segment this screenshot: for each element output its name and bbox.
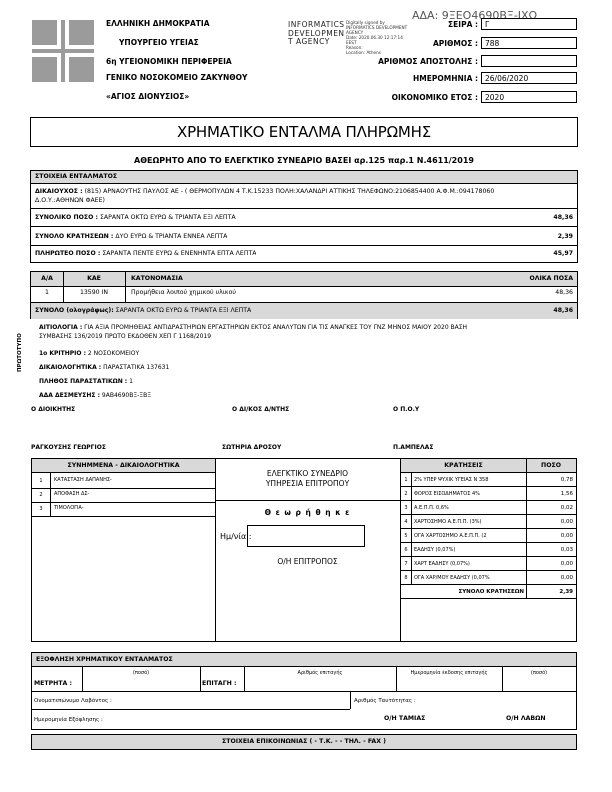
sign-name2: ΣΩΤΗΡΙΑ ΔΡΟΣΟΥ [222,444,282,451]
hmnia-ekdosis-label: Ημερομηνία έκδοσης επιταγής [410,670,488,676]
synimmena-text: ΤΙΜΟΛΟΓΙΑ- [54,505,84,511]
divider [401,584,576,585]
krathsi-n: 7 [404,561,408,567]
krathsi-n: 1 [404,477,408,483]
krathsi-value: 0,00 [560,533,573,539]
divider [125,272,126,302]
krathsi-name: ΧΑΡΤΟΣΗΜΟ Α.Ε.Π.Π. (3%) [414,519,482,525]
krathsi-name: ΟΓΑ ΧΑΡΤΟΣΗΜΟ Α.Ε.Π.Π. (2 [414,533,487,539]
ada-desmeusis-row [39,392,151,399]
stamp-fine-1: INFORMATICS DEVELOPMENT [346,25,408,30]
attachments-block [31,458,577,642]
stamp-fine-5: Reason: [346,45,363,50]
elegktiko-line2: ΥΠΗΡΕΣΙΑ ΕΠΙΤΡΟΠΟΥ [265,479,350,488]
stamp-fine-3: Date: 2020.06.30 12:17:14 [346,35,403,40]
divider [31,245,577,246]
krathseis-value: 2,39 [557,233,573,240]
divider [32,709,350,710]
epitagi-label: ΕΠΙΤΑΓΗ : [202,680,237,687]
krathsi-name: ΧΑΡΤ ΕΑΔΗΣΥ (0,07%) [414,561,470,567]
synimmena-n: 1 [39,478,43,484]
header-line2: ΥΠΟΥΡΓΕΙΟ ΥΓΕΙΑΣ [119,38,199,47]
hmnia-field[interactable] [247,525,365,547]
year-value: 2020 [481,91,577,103]
dikaiologitika-value: ΠΑΡΑΣΤΑΤΙΚΑ 137631 [103,364,170,371]
aitiologia-text2: ΣΥΜΒΑΣΗΣ 136/2019 ΠΡΩΤΟ ΕΚΔΟΘΕΝ ΧΕΠ Γ 1168/2019 [39,333,212,340]
items-header-aa: Α/Α [41,275,53,282]
synoliko-words: ΣΑΡΑΝΤΑ ΟΚΤΩ ΕΥΡΩ & ΤΡΙΑΝΤΑ ΕΞΙ ΛΕΠΤΑ [99,214,236,221]
divider [401,514,576,515]
dikaiologitika-row [39,364,169,371]
krathsi-value: 0,00 [560,575,573,581]
epitropos: Ο/Η ΕΠΙΤΡΟΠΟΣ [277,557,338,566]
divider [401,528,576,529]
dikaiouxos-text: (815) ΑΡΝΑΟΥΤΗΣ ΠΑΥΛΟΣ ΑΕ - ( ΘΕΡΜΟΠΥΛΩΝ 4 Τ.Κ.15233 ΠΟΛΗ:ΧΑΛΑΝΔΡΙ ΑΤΤΙΚΗΣ ΤΗΛΕΦΩΝΟ:2106854400 Α.Φ.Μ.:094178060 [84,188,495,195]
plithos-label: ΠΛΗΘΟΣ ΠΑΡΑΣΤΑΤΙΚΩΝ : [39,378,128,385]
krathsi-n: 4 [404,519,408,525]
synimmena-n: 3 [39,506,43,512]
stamp-fine-6: Location: Athens [346,50,381,55]
sign-name1: ΡΑΓΚΟΥΣΗΣ ΓΕΩΡΓΙΟΣ [31,444,106,451]
krathsi-value: 0,03 [560,547,573,553]
items-total-value: 48,36 [553,307,573,314]
tamias-label: Ο/Η ΤΑΜΙΑΣ [384,715,426,722]
sign-name3: Π.ΑΜΠΕΛΑΣ [393,444,434,451]
synoliko-label: ΣΥΝΟΛΙΚΟ ΠΟΣΟ : [35,214,98,221]
aitiologia-label: ΑΙΤΙΟΛΟΓΙΑ : [39,324,83,331]
hmnia-label: Ημ/νία : [220,532,252,541]
apostolis-value [481,55,577,67]
item-katonomasia: Προμήθεια λοιπού χημικού υλικού [131,289,236,296]
contact-footer: ΣΤΟΙΧΕΙΑ ΕΠΙΚΟΙΝΩΝΙΑΣ ( - Τ.Κ. - - ΤΗΛ. - FAX ) [222,738,386,745]
items-table [30,271,578,319]
side-label: ΠΡΩΤΟΤΥΠΟ [17,333,23,372]
stamp-fine-0: Digitally signed by [346,20,385,25]
arithmos-value: 788 [481,37,577,49]
krathsi-n: 8 [404,575,408,581]
ada-desmeusis-label: ΑΔΑ ΔΕΣΜΕΥΣΗΣ : [39,392,100,399]
krathsi-value: 0,00 [560,561,573,567]
ada-desmeusis-value: 9ΑΒ4690ΒΞ-ΞΒΞ [101,392,151,399]
kritirio-label: 1ο ΚΡΙΤΗΡΙΟ : [39,350,86,357]
stamp-fine-4: EEST [346,40,357,45]
kritirio-value: 2 ΝΟΣΟΚΟΜΕΙΟΥ [87,350,140,357]
items-total-words: ΣΑΡΑΝΤΑ ΟΚΤΩ ΕΥΡΩ & ΤΡΙΑΝΤΑ ΕΞΙ ΛΕΠΤΑ [115,307,252,314]
krathseis-row [35,233,227,241]
ada-watermark: ΑΔΑ: 9ΞΕΟ4690ΒΞ-ΙΧΩ [412,9,537,22]
item-kae: 13590 ΙΝ [79,289,109,296]
items-total-row [35,307,251,315]
exoflisi-section [31,652,577,730]
divider [401,598,576,599]
apostolis-label: ΑΡΙΘΜΟΣ ΑΠΟΣΤΟΛΗΣ : [378,57,478,66]
items-header-katonomasia: ΚΑΤΟΝΟΜΑΣΙΑ [131,275,183,282]
dikaiouxos-text2: Δ.Ο.Υ.:ΑΘΗΝΩΝ ΦΑΕΕ) [35,197,105,204]
theorithike: Θ ε ω ρ ή θ η κ ε [264,508,351,517]
items-header-poso: ΟΛΙΚΑ ΠΟΣΑ [529,275,573,282]
krathseis-words: ΔΥΟ ΕΥΡΩ & ΤΡΙΑΝΤΑ ΕΝΝΕΑ ΛΕΠΤΑ [115,233,228,240]
divider [350,691,351,709]
taftotita-label: Αριθμός Ταυτότητας : [354,698,416,704]
divider [32,516,215,517]
elegktiko-line1: ΕΛΕΓΚΤΙΚΟ ΣΥΝΕΔΡΙΟ [266,469,349,478]
aitiologia-row [39,324,467,331]
divider [401,486,576,487]
arithmos-epitagis-label: Αριθμός επιταγής [297,670,343,676]
plithos-row [39,378,133,385]
synimmena-n: 2 [39,492,43,498]
stamp-line1: INFORMATICS [288,20,345,29]
synimmena-header: ΣΥΝΗΜΜΕΝΑ - ΔΙΚΑΙΟΛΟΓΗΤΙΚΑ [67,462,180,469]
seira-value: Γ [481,18,577,30]
krathsi-n: 3 [404,505,408,511]
arithmos-label: ΑΡΙΘΜΟΣ : [432,39,478,48]
title-box [30,117,578,147]
signature-stamp [288,21,345,47]
divider [32,502,215,503]
krathsi-value: 0,02 [560,505,573,511]
hmnia-exoflisis-label: Ημερομηνία Εξόφλησης : [34,717,103,723]
lavon-label: Ο/Η ΛΑΒΩΝ [506,715,546,722]
krathsi-n: 2 [404,491,408,497]
document-subtitle: ΑΘΕΩΡΗΤΟ ΑΠΟ ΤΟ ΕΛΕΓΚΤΙΚΟ ΣΥΝΕΔΡΙΟ ΒΑΣΕΙ αρ.125 παρ.1 Ν.4611/2019 [134,156,474,165]
divider [401,542,576,543]
contact-footer-box [31,734,577,750]
year-label: ΟΙΚΟΝΟΜΙΚΟ ΕΤΟΣ : [391,93,478,102]
sign-dntis: Ο ΔΙ/ΚΟΣ Δ/ΝΤΗΣ [232,406,290,413]
krathseis-label: ΣΥΝΟΛΟ ΚΡΑΤΗΣΕΩΝ : [35,233,114,240]
krathseis-header-name: ΚΡΑΤΗΣΕΙΣ [444,462,483,469]
divider [200,667,201,691]
metrita-label: ΜΕΤΡΗΤΑ : [34,680,72,687]
divider [215,500,400,501]
divider [50,473,51,517]
synoliko-row [35,214,236,222]
synoliko-value: 48,36 [553,214,573,221]
krathseis-total-value: 2,39 [559,589,573,595]
stamp-line3: T AGENCY [288,37,330,46]
items-total-label: ΣΥΝΟΛΟ (ολογράφως): [35,307,114,314]
plithos-value: 1 [129,378,133,385]
seira-label: ΣΕΙΡΑ : [448,20,478,29]
krathsi-n: 5 [404,533,408,539]
krathseis-header-poso: ΠΟΣΟ [541,462,561,469]
header-line4: ΓΕΝΙΚΟ ΝΟΣΟΚΟΜΕΙΟ ΖΑΚΥΝΘΟΥ [106,73,248,82]
synimmena-text: ΑΠΟΦΑΣΗ ΔΣ- [54,491,90,497]
krathsi-name: ΟΓΑ ΧΑΡ/ΜΟΥ ΕΑΔΗΣΥ (0,07% [414,575,490,581]
krathsi-name: 2% ΥΠΕΡ ΨΥΧΙΚ ΥΓΕΙΑΣ Ν 358 [414,477,489,483]
krathsi-name: Α.Ε.Π.Π. 0,6% [414,505,449,511]
aitiologia-text: ΓΙΑ ΑΞΙΑ ΠΡΟΜΗΘΕΙΑΣ ΑΝΤΙΔΡΑΣΤΗΡΙΩΝ ΕΡΓΑΣΤΗΡΙΩΝ ΕΚΤΟΣ ΑΝΑΛΥΤΩΝ ΓΙΑ ΤΙΣ ΑΝΑΓΚΕΣ ΤΟΥ ΓΝΖ ΜΗΝΟΣ ΜΑΙΟΥ 2020 ΒΑΣΗ [84,324,468,331]
kritirio-row [39,350,139,357]
header-line3: 6η ΥΓΕΙΟΝΟΜΙΚΗ ΠΕΡΙΦΕΡΕΙΑ [106,57,232,66]
date-label: ΗΜΕΡΟΜΗΝΙΑ : [413,74,478,83]
krathsi-value: 1,56 [560,491,573,497]
plirotheo-value: 45,97 [553,250,573,257]
dikaiouxos-row [35,188,494,196]
sign-py: Ο Π.Ο.Υ [393,406,420,413]
plirotheo-words: ΣΑΡΑΝΤΑ ΠΕΝΤΕ ΕΥΡΩ & ΕΝΕΝΗΝΤΑ ΕΠΤΑ ΛΕΠΤΑ [102,250,257,257]
krathsi-value: 0,00 [560,519,573,525]
poso1-label: (ποσό) [132,670,150,676]
item-aa: 1 [45,289,49,296]
header-line1: ΕΛΛΗΝΙΚΗ ΔΗΜΟΚΡΑΤΙΑ [106,19,210,28]
stamp-line2: DEVELOPMEN [288,28,345,38]
divider [401,570,576,571]
sign-dioikitis: Ο ΔΙΟΙΚΗΤΗΣ [31,406,76,413]
divider [32,488,215,489]
onomateponimo-label: Ονοματεπώνυμο Λαβόντος : [34,698,112,704]
krathsi-n: 6 [404,547,408,553]
divider [31,226,577,227]
exoflisi-header: ΕΞΟΦΛΗΣΗ ΧΡΗΜΑΤΙΚΟΥ ΕΝΤΑΛΜΑΤΟΣ [36,656,173,663]
stoixeia-header: ΣΤΟΙΧΕΙΑ ΕΝΤΑΛΜΑΤΟΣ [35,173,118,180]
dikaiouxos-label: ΔΙΚΑΙΟΥΧΟΣ : [35,188,83,195]
krathseis-total-label: ΣΥΝΟΛΟ ΚΡΑΤΗΣΕΩΝ [458,589,524,595]
divider [401,500,576,501]
document-title: ΧΡΗΜΑΤΙΚΟ ΕΝΤΑΛΜΑ ΠΛΗΡΩΜΗΣ [177,123,431,141]
header-line5: «ΑΓΙΟΣ ΔΙΟΝΥΣΙΟΣ» [106,92,190,101]
divider [31,208,577,209]
dikaiologitika-label: ΔΙΚΑΙΟΛΟΓΗΤΙΚΑ : [39,364,102,371]
stoixeia-section [30,170,578,263]
plirotheo-row [35,250,256,258]
items-header-kae: ΚΑΕ [87,275,101,282]
item-poso: 48,36 [555,289,573,296]
divider [32,691,576,692]
cross-logo [32,20,94,82]
krathsi-name: ΕΑΔΗΣΥ (0,07%) [414,547,456,553]
plirotheo-label: ΠΛΗΡΩΤΕΟ ΠΟΣΟ : [35,250,101,257]
date-value: 26/06/2020 [481,72,577,84]
stamp-fine-2: AGENCY [346,30,364,35]
poso2-label: (ποσό) [530,670,548,676]
krathsi-value: 0,78 [560,477,573,483]
divider [401,556,576,557]
krathsi-name: ΦΟΡΟΣ ΕΙΣΟΔΗΜΑΤΟΣ 4% [414,491,480,497]
synimmena-text: ΚΑΤΑΣΤΑΣΗ ΔΑΠΑΝΗΣ- [54,477,112,483]
